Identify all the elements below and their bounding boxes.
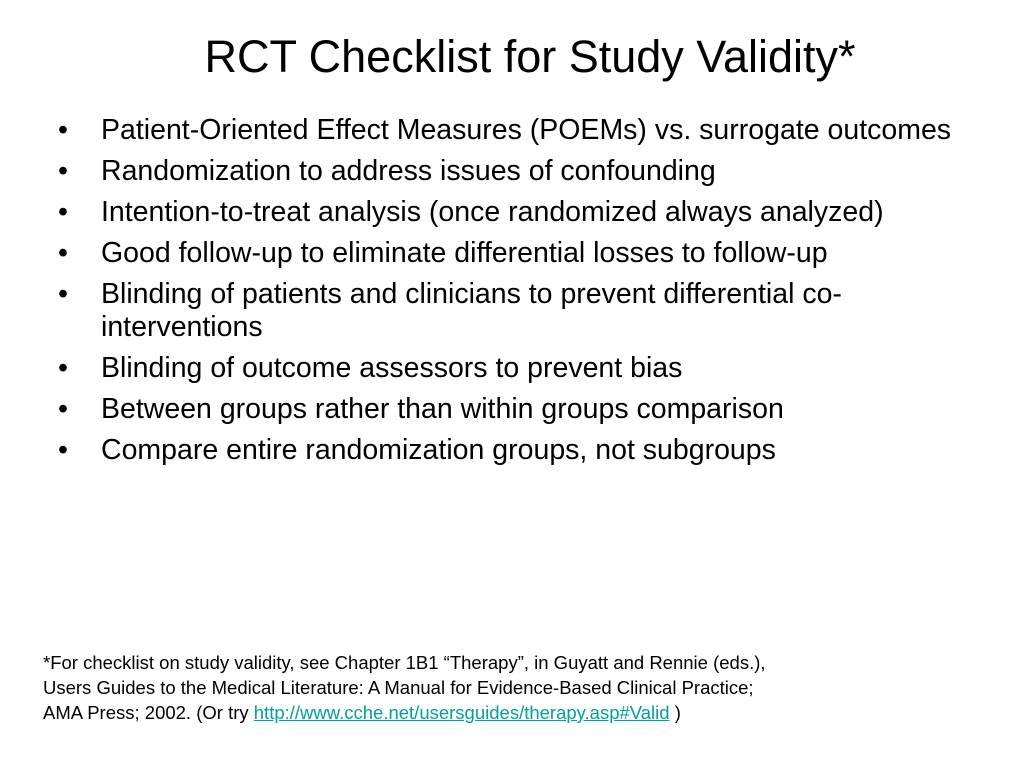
- list-item: [58, 196, 958, 229]
- list-item: [58, 278, 958, 344]
- list-item-text: Between groups rather than within groups comparison: [101, 393, 784, 425]
- slide-title: RCT Checklist for Study Validity*: [204, 31, 856, 82]
- list-item: [58, 352, 958, 385]
- bullet-icon: •: [58, 196, 68, 228]
- footnote-line-1: *For checklist on study validity, see Chapter 1B1 “Therapy”, in Guyatt and Rennie (eds.),: [43, 652, 766, 673]
- list-item-text: Patient-Oriented Effect Measures (POEMs) vs. surrogate outcomes: [101, 114, 952, 146]
- list-item: [58, 237, 958, 270]
- therapy-guide-link[interactable]: http://www.cche.net/usersguides/therapy.asp#Valid: [253, 702, 670, 723]
- footnote-line-3-suffix: ): [669, 702, 681, 723]
- bullet-icon: •: [58, 393, 68, 425]
- footnote-line-3-prefix: AMA Press; 2002. (Or try: [43, 702, 254, 723]
- bullet-icon: •: [58, 434, 68, 466]
- list-item-text: Blinding of outcome assessors to prevent bias: [101, 352, 683, 384]
- list-item-text: Randomization to address issues of confounding: [101, 155, 716, 187]
- list-item-text: Good follow-up to eliminate differential losses to follow-up: [101, 237, 828, 269]
- checklist: [58, 114, 958, 475]
- footnote: [43, 650, 1003, 725]
- list-item: [58, 393, 958, 426]
- bullet-icon: •: [58, 155, 68, 187]
- list-item-text: Blinding of patients and clinicians to prevent differential co-interventions: [101, 278, 842, 343]
- list-item: [58, 114, 958, 147]
- bullet-icon: •: [58, 278, 68, 310]
- bullet-icon: •: [58, 114, 68, 146]
- list-item-text: Compare entire randomization groups, not subgroups: [101, 434, 776, 466]
- bullet-icon: •: [58, 237, 68, 269]
- list-item: [58, 434, 958, 467]
- footnote-line-2: Users Guides to the Medical Literature: A Manual for Evidence-Based Clinical Practice;: [43, 677, 754, 698]
- list-item-text: Intention-to-treat analysis (once randomized always analyzed): [101, 196, 884, 228]
- list-item: [58, 155, 958, 188]
- bullet-icon: •: [58, 352, 68, 384]
